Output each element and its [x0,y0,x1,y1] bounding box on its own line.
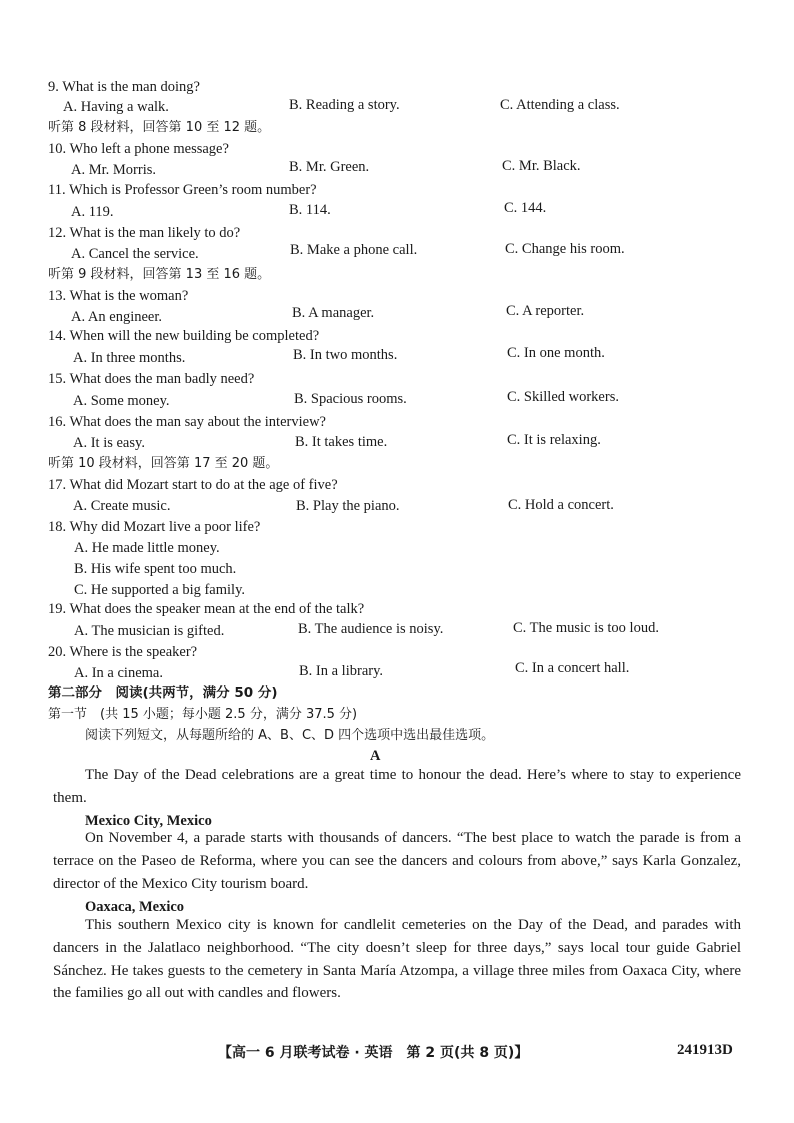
part-title: 第二部分 阅读(共两节，满分 50 分) [48,685,278,701]
option-a: A. In three months. [73,350,186,366]
option-b: B. His wife spent too much. [74,561,237,577]
question-text: 14. When will the new building be completed? [48,328,320,344]
section-instruction: 听第 10 段材料，回答第 17 至 20 题。 [48,456,279,471]
option-b: B. A manager. [292,305,375,321]
option-a: A. Mr. Morris. [71,162,156,178]
question-text: 15. What does the man badly need? [48,371,255,387]
option-b: B. Reading a story. [289,97,400,113]
option-b: B. Spacious rooms. [294,391,407,407]
option-a: A. Some money. [73,393,170,409]
option-c: C. Mr. Black. [502,158,581,174]
option-c: C. In a concert hall. [515,660,630,676]
option-a: A. Create music. [73,498,171,514]
section-instruction: 听第 9 段材料，回答第 13 至 16 题。 [48,267,271,282]
option-b: B. It takes time. [295,434,388,450]
question-text: 13. What is the woman? [48,288,189,304]
option-c: C. A reporter. [506,303,585,319]
option-b: B. In a library. [299,663,384,679]
question-text: 11. Which is Professor Green’s room number? [48,182,317,198]
option-c: C. Change his room. [505,241,625,257]
question-text: 17. What did Mozart start to do at the age of five? [48,477,338,493]
reading-instruction: 阅读下列短文，从每题所给的 A、B、C、D 四个选项中选出最佳选项。 [85,728,495,743]
question-text: 18. Why did Mozart live a poor life? [48,519,261,535]
option-a: A. Having a walk. [63,99,169,115]
option-a: A. The musician is gifted. [74,623,225,639]
option-b: B. Make a phone call. [290,242,418,258]
option-b: B. The audience is noisy. [298,621,444,637]
option-c: C. Attending a class. [500,97,620,113]
option-a: A. It is easy. [73,435,145,451]
question-text: 16. What does the man say about the interview? [48,414,326,430]
option-c: C. It is relaxing. [507,432,601,448]
option-c: C. The music is too loud. [513,620,659,636]
section-heading: Oaxaca, Mexico [85,899,185,915]
paper-code: 241913D [677,1042,733,1058]
option-a: A. An engineer. [71,309,163,325]
option-c: C. In one month. [507,345,605,361]
section-instruction: 听第 8 段材料，回答第 10 至 12 题。 [48,120,271,135]
question-text: 20. Where is the speaker? [48,644,198,660]
option-a: A. He made little money. [74,540,220,556]
option-a: A. Cancel the service. [71,246,199,262]
option-b: B. Play the piano. [296,498,400,514]
section-paragraph: This southern Mexico city is known for candlelit cemeteries on the Day of the Dead, and parades with dancers in the Jalatlaco neighborhood. “The city doesn’t sleep for three days,” says local tour guide Gabriel Sánchez. He takes guests to the cemetery in Santa María Atzompa, a village three miles from Oaxaca City, where the families go all out with candles and flowers. [53,917,741,1002]
question-text: 19. What does the speaker mean at the end of the talk? [48,601,365,617]
option-b: B. Mr. Green. [289,159,370,175]
question-text: 10. Who left a phone message? [48,141,229,157]
option-c: C. Hold a concert. [508,497,614,513]
option-b: B. In two months. [293,347,398,363]
option-a: A. In a cinema. [74,665,163,681]
passage-intro: The Day of the Dead celebrations are a great time to honour the dead. Here’s where to stay to experience them. [53,767,741,806]
option-a: A. 119. [71,204,114,220]
page-footer-title: 【高一 6 月联考试卷 · 英语 第 2 页(共 8 页)】 [218,1045,529,1061]
option-b: B. 114. [289,202,331,218]
option-c: C. He supported a big family. [74,582,246,598]
section-title: 第一节 (共 15 小题；每小题 2.5 分，满分 37.5 分) [48,707,358,722]
option-c: C. 144. [504,200,547,216]
option-c: C. Skilled workers. [507,389,619,405]
section-heading: Mexico City, Mexico [85,813,212,829]
section-paragraph: On November 4, a parade starts with thousands of dancers. “The best place to watch the parade is from a terrace on the Paseo de Reforma, where you can see the dancers and colours from above,” says Karla Gonzalez, director of the Mexico City tourism board. [53,830,741,892]
question-text: 9. What is the man doing? [48,79,200,95]
passage-label: A [370,748,381,764]
question-text: 12. What is the man likely to do? [48,225,241,241]
